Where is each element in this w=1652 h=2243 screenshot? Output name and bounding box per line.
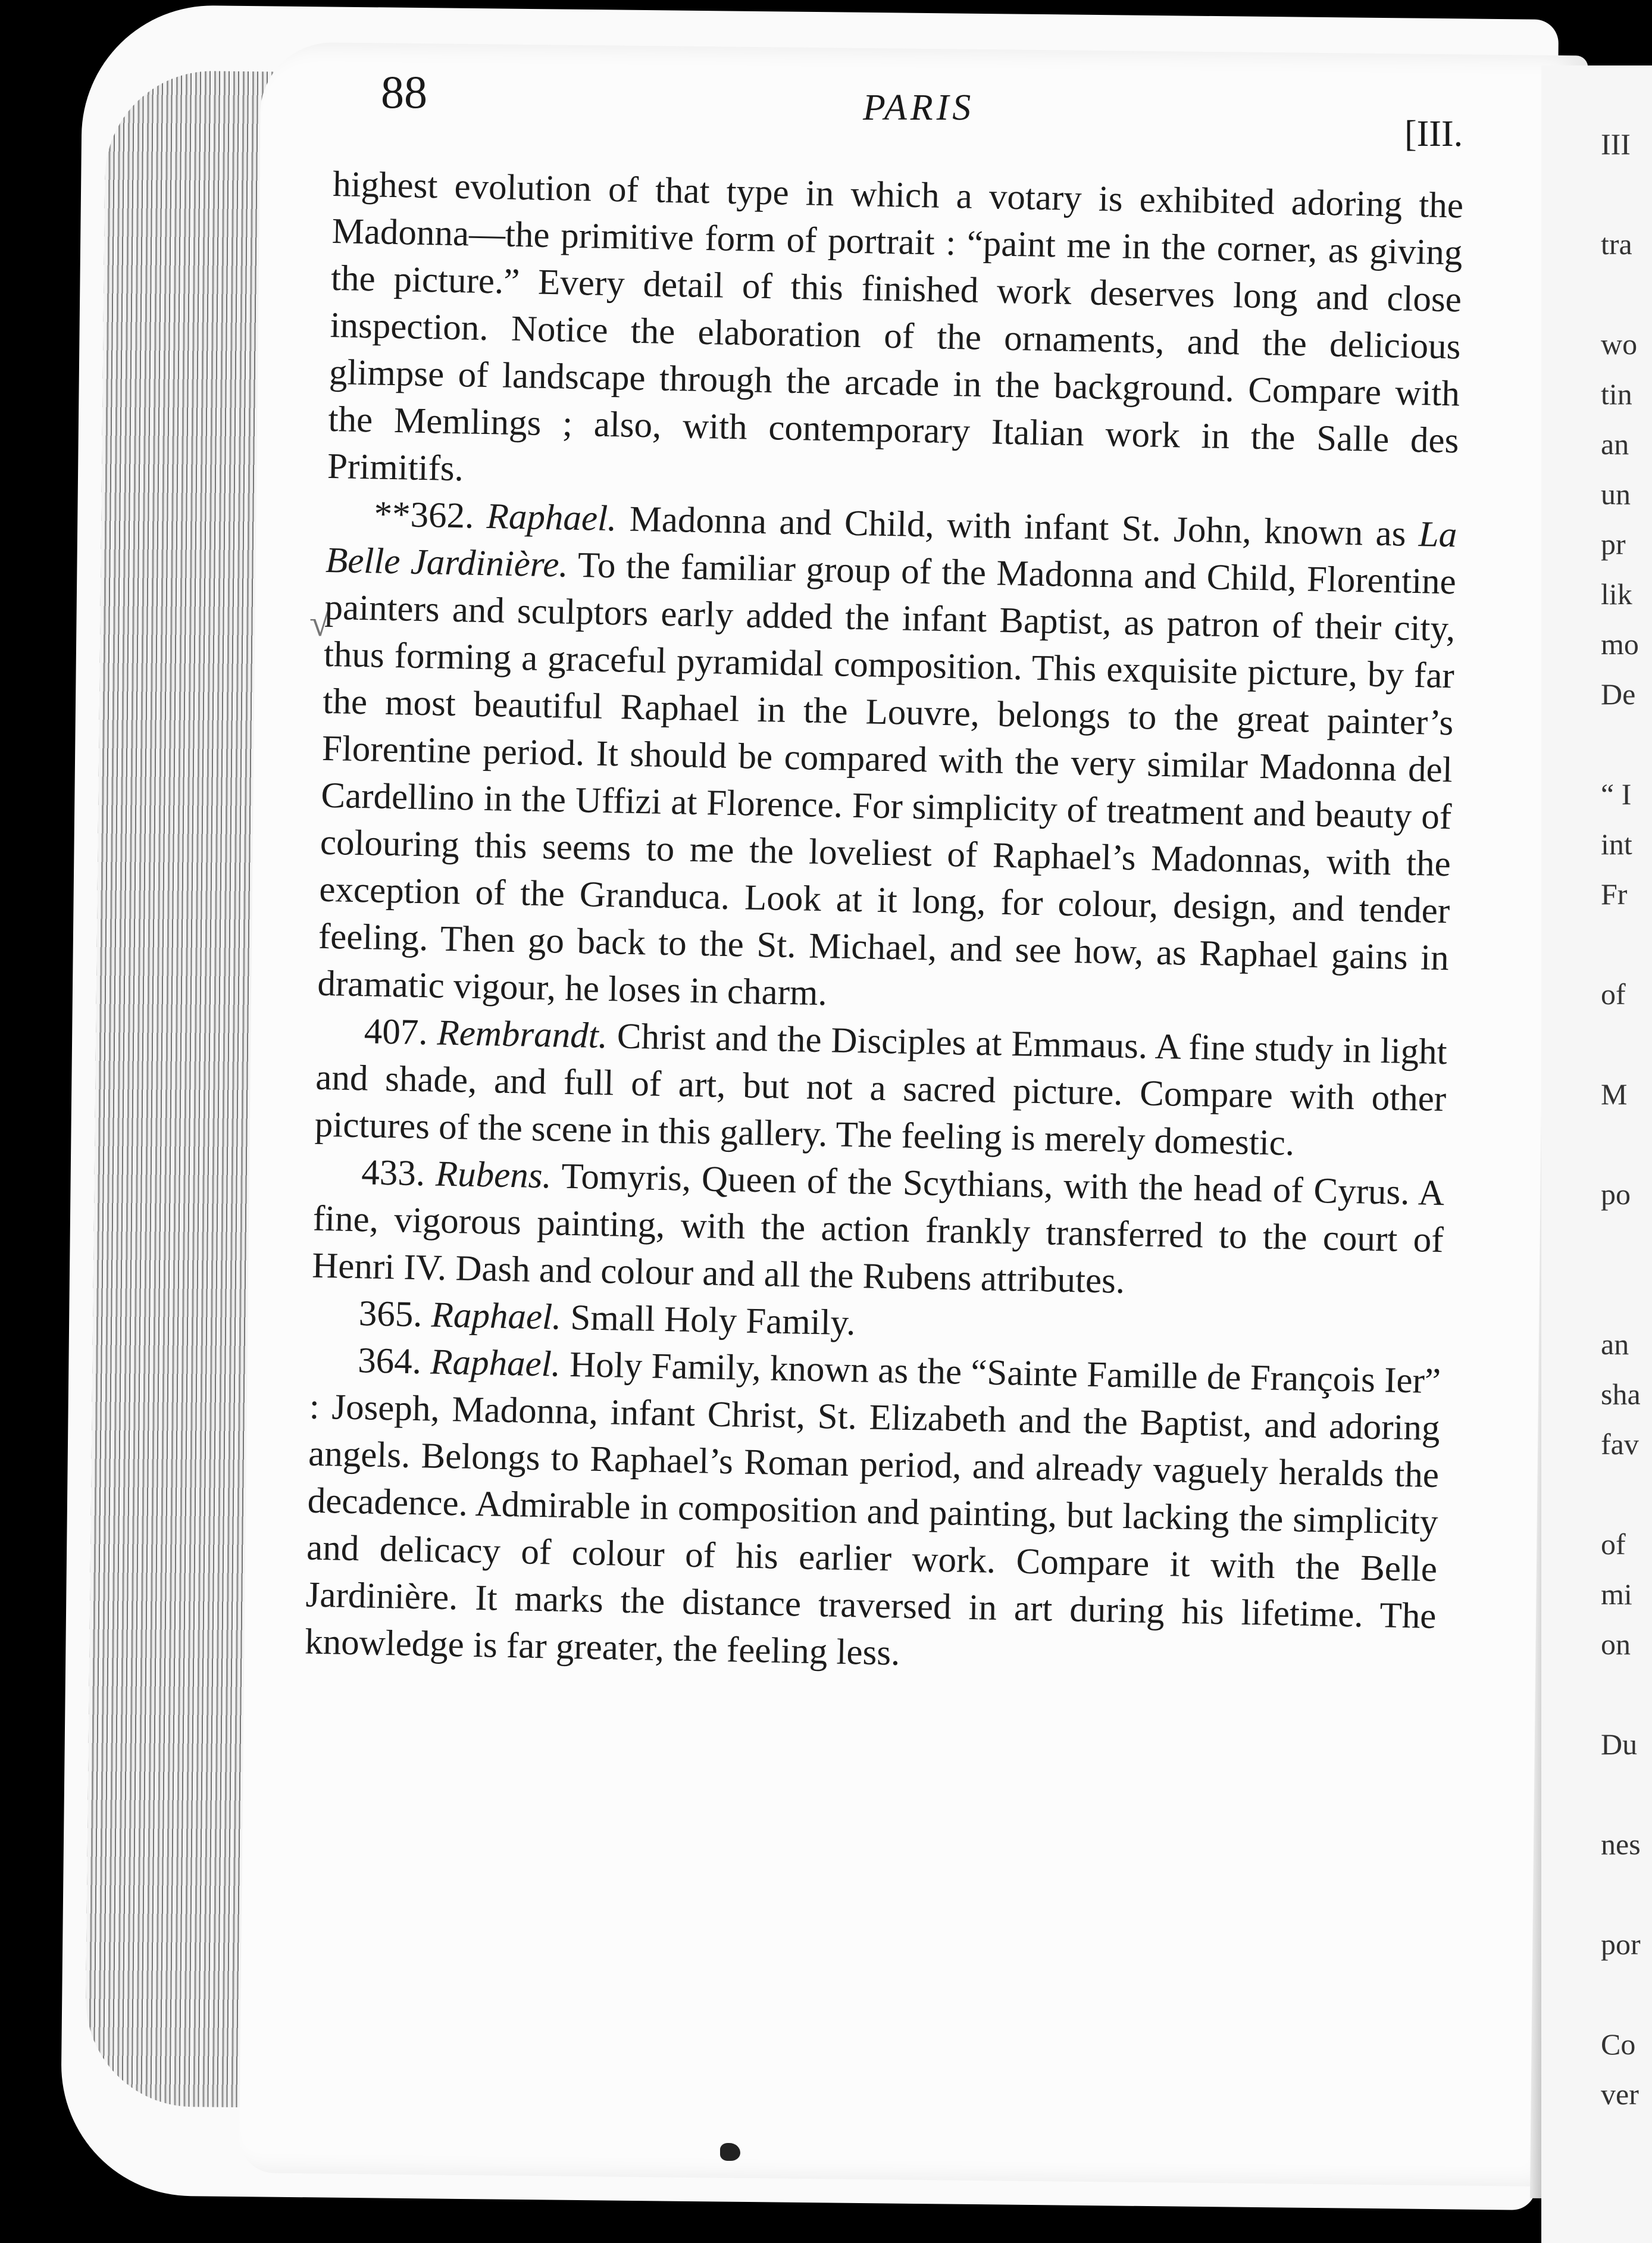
entry-artist: Rembrandt. <box>436 1013 608 1057</box>
catalogue-entry <box>304 1336 1441 1687</box>
section-mark: [III. <box>1404 114 1463 154</box>
facing-fragment <box>1601 1019 1652 1069</box>
running-head: PARIS <box>863 88 975 128</box>
facing-fragment <box>1601 1669 1652 1719</box>
entry-text: Madonna and Child, with infant St. John, known as <box>629 499 1407 554</box>
facing-fragment: por <box>1601 1928 1641 1961</box>
facing-fragment: pr <box>1601 527 1626 561</box>
facing-fragment: fav <box>1601 1427 1639 1461</box>
page-header <box>381 65 1482 155</box>
facing-fragment <box>1601 1769 1652 1819</box>
entry-artist: Raphael. <box>486 496 617 539</box>
entry-number: 364. <box>357 1341 422 1382</box>
facing-fragment <box>1601 719 1652 769</box>
facing-fragment: Du <box>1601 1727 1638 1761</box>
facing-fragment: wo <box>1601 327 1638 361</box>
facing-fragment: III <box>1601 127 1631 161</box>
facing-page-fragments <box>1601 119 1652 2119</box>
ink-speck <box>720 2143 740 2161</box>
facing-fragment: of <box>1601 1527 1626 1561</box>
catalogue-entry <box>317 490 1457 1029</box>
facing-fragment: nes <box>1601 1827 1641 1861</box>
page-number: 88 <box>381 66 427 118</box>
facing-fragment: ver <box>1601 2078 1639 2111</box>
entry-text: Christ and the Disciples at Emmaus. A fine study in light and shade, and full of art, but not a sacred picture. Compare with other pictures of the scene in this gallery. The feeling is merely domestic. <box>314 1016 1448 1164</box>
facing-fragment <box>1601 1219 1652 1269</box>
entry-number: 365. <box>358 1294 423 1335</box>
entry-italic-title: La Belle Jardinière. <box>325 514 1457 585</box>
facing-fragment: lik <box>1601 577 1632 611</box>
facing-fragment: int <box>1601 827 1632 861</box>
facing-fragment <box>1601 269 1652 319</box>
facing-fragment: Fr <box>1601 877 1628 911</box>
facing-fragment: Co <box>1601 2028 1636 2061</box>
entry-text: Tomyris, Queen of the Scythians, with the head of Cyrus. A fine, vigorous painting, with the action frankly transferred to the court of Henri IV. Dash and colour and all the Rubens attributes. <box>311 1156 1445 1301</box>
page-body <box>304 161 1463 1687</box>
entry-number: **362. <box>373 494 474 536</box>
facing-fragment: an <box>1601 1327 1629 1361</box>
facing-fragment: un <box>1601 477 1631 511</box>
entry-artist: Raphael. <box>430 1342 561 1385</box>
paragraph-text: highest evolution of that type in which a votary is exhibited adoring the Madonna—the primitive form of portrait : “paint me in the corner, as giving the picture.” Every detail of this finished work deserves long and close inspection. Notice the elaboration of the ornaments, and the delicious glimpse of landscape through the arcade in the background. Compare with the Memlings ; also, with contemporary Italian work in the Salle des Primitifs. <box>327 164 1464 489</box>
entry-text: Small Holy Family. <box>570 1298 856 1344</box>
facing-fragment: “ I <box>1601 777 1632 811</box>
pencil-check-mark-icon: √ <box>309 602 331 644</box>
facing-fragment <box>1601 169 1652 219</box>
paragraph-continuation <box>327 161 1463 511</box>
facing-fragment: sha <box>1601 1377 1641 1411</box>
facing-fragment <box>1601 919 1652 969</box>
facing-fragment <box>1601 1119 1652 1169</box>
facing-fragment <box>1601 1969 1652 2019</box>
entry-number: 433. <box>361 1152 425 1194</box>
facing-fragment: M <box>1601 1077 1628 1111</box>
entry-artist: Raphael. <box>431 1295 562 1338</box>
facing-fragment: De <box>1601 677 1636 711</box>
facing-fragment: tin <box>1601 377 1632 411</box>
facing-fragment <box>1601 1269 1652 1319</box>
facing-fragment: on <box>1601 1627 1631 1661</box>
entry-number: 407. <box>364 1011 428 1053</box>
facing-fragment: tra <box>1601 227 1632 261</box>
facing-fragment <box>1601 1869 1652 1919</box>
facing-fragment <box>1601 1469 1652 1519</box>
entry-text: Holy Family, known as the “Sainte Famille de François Ier” : Joseph, Madonna, infant Christ, St. Elizabeth and the Baptist, and adoring angels. Belongs to Raphael’s Roman period, and already vaguely heralds the decadence. Admirable in composition and painting, but lacking the simplicity and delicacy of colour of his earlier work. Compare it with the Belle Jardinière. It marks the distance traversed in art during his lifetime. The knowledge is far greater, the feeling less. <box>304 1345 1441 1673</box>
facing-fragment: po <box>1601 1177 1631 1211</box>
entry-text: To the familiar group of the Madonna and Child, Florentine painters and sculptors early added the infant Baptist, as patron of their city, thus forming a graceful pyramidal composition. This exquisite picture, by far the most beautiful Raphael in the Louvre, belongs to the great painter’s Florentine period. It should be compared with the very similar Madonna del Cardellino in the Uffizi at Florence. For simplicity of treatment and beauty of colouring this seems to me the loveliest of Raphael’s Madonnas, with the exception of the Granduca. Look at it long, for colour, design, and tender feeling. Then go back to the St. Michael, and see how, as Raphael gains in dramatic vigour, he loses in charm. <box>317 545 1457 1014</box>
catalogue-entry <box>314 1007 1447 1170</box>
entry-artist: Rubens. <box>435 1154 552 1197</box>
facing-fragment: an <box>1601 427 1629 461</box>
facing-fragment: mo <box>1601 627 1639 661</box>
facing-fragment: of <box>1601 977 1626 1011</box>
catalogue-entry <box>312 1148 1445 1311</box>
facing-fragment: mi <box>1601 1577 1632 1611</box>
